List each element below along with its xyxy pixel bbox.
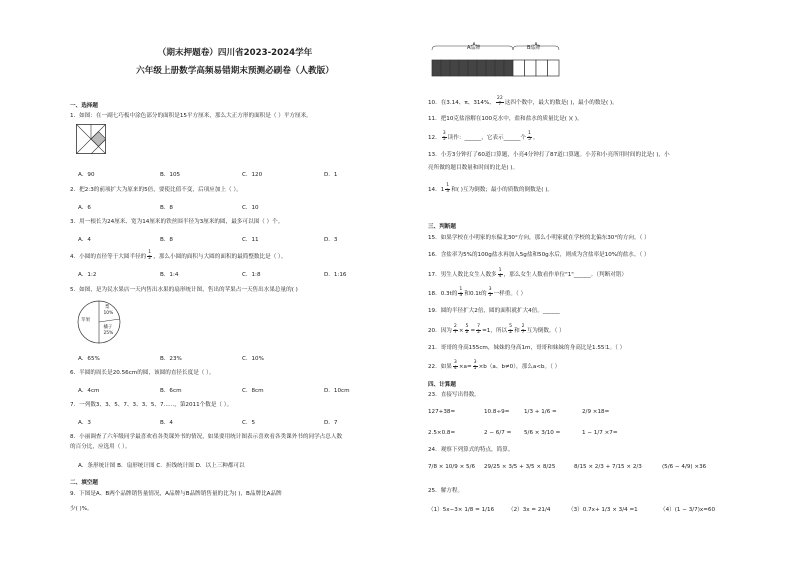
label-brand-b: B品牌	[527, 45, 541, 51]
option-a[interactable]: A．4	[78, 237, 91, 243]
question-20: 20．因为 $\frac{2}{7}$ × $\frac{5}{2}$ = $\frac{7}{2}$ =1，所以 $\frac{5}{2}$ 和 $\frac{2}{7}$ 互为倒数。（ ）	[428, 324, 565, 335]
option-b[interactable]: B．23%	[160, 356, 182, 362]
calc-item: 10.8÷9=	[484, 409, 510, 415]
question-9: 9．下图是A、B两个品牌销售量情况，A品牌与B品牌销售量的比为( )，B品牌比A品牌	[70, 491, 282, 497]
calc-item: 29/25 × 3/5 + 3/5 × 8/25	[484, 464, 556, 470]
question-8: 8．小丽调查了六年级同学最喜欢看各类课外书的情况，如果要用统计图表示喜欢看各类课外书的同学占总人数	[70, 434, 343, 440]
option-c[interactable]: C．1:8	[242, 272, 261, 278]
fraction: $\frac{1}{2}$	[148, 250, 152, 261]
option-c[interactable]: C．10%	[242, 356, 264, 362]
question-14: 14．1 $\frac{1}{3}$ 和( )互为倒数；最小的质数的倒数是( )。	[428, 183, 554, 194]
option-d[interactable]: D．1	[324, 172, 338, 178]
options-7	[78, 418, 406, 426]
calc-item: 8/15 × 2/3 + 7/15 × 2/3	[574, 464, 642, 470]
calc-item: 2 − 6/7 =	[484, 430, 512, 436]
option-a[interactable]: A．65%	[78, 356, 100, 362]
option-b[interactable]: B．1:4	[160, 272, 179, 278]
fruit-pie-figure	[76, 299, 122, 345]
question-15: 15．如果学校在小明家的东偏北30°方向，那么小明家就在学校的北偏东30°的方向。（ ）	[428, 235, 650, 241]
question-2: 2．把2:3的前项扩大为原来的5倍，要使比值不变，后项应加上（ ）。	[70, 187, 242, 193]
question-5: 5．如图，是为民水果店一天内售出水果的扇形统计图，售出的苹果占一天售出水果总量的( )	[70, 287, 298, 293]
option-a[interactable]: A．6	[78, 205, 91, 211]
question-21: 21．哥哥的身高155cm，妹妹的身高1m，哥哥和妹妹的身高比是1.55∶1。（ ）	[428, 345, 626, 351]
question-13: 13．小芳3分钟打了60道口算题，小亮4分钟打了87道口算题。小芳和小亮所用时间的比是( )，小	[428, 152, 670, 158]
option-c[interactable]: C．10	[242, 205, 259, 211]
question-13-cont: 亮所做的题目数量和时间的比是( )。	[428, 165, 519, 171]
question-8-cont: 的百分比，应选用（ ）。	[70, 444, 131, 450]
calc-item: 2/9 ×18=	[582, 409, 610, 415]
section-fill: 二、填空题	[70, 480, 98, 486]
fraction: $\frac{1}{3}$	[446, 183, 450, 194]
equation-item: （1）5x−3× 1/8 = 1/16	[428, 507, 495, 513]
brand-bar-figure	[431, 40, 561, 80]
section-judge: 三、判断题	[428, 224, 456, 230]
section-calc: 四、计算题	[428, 382, 456, 388]
fraction: $\frac{3}{5}$	[442, 131, 446, 142]
equation-item: （2）3x = 21/4	[508, 507, 551, 513]
question-6: 6．半圆的周长是20.56cm的圆，该圆的直径长度是（ ）。	[70, 370, 215, 376]
pie-label-pear-pct: 10%	[103, 311, 114, 316]
option-d[interactable]: D．3	[324, 237, 338, 243]
calc-item: (5/6 − 4/9) ×36	[662, 464, 707, 470]
fraction: $\frac{1}{3}$	[459, 287, 463, 298]
tangram-figure	[76, 124, 106, 154]
question-25: 25．解方程。	[428, 488, 464, 494]
calc-item: 2.5×0.8=	[428, 430, 456, 436]
calc-row-2	[428, 430, 632, 436]
option-b[interactable]: B．6cm	[160, 388, 182, 394]
pie-label-orange: 橘子	[103, 325, 113, 330]
question-9-cont: 少( )%。	[70, 506, 93, 512]
question-12: 12． $\frac{3}{5}$ 读作：______，它表示______个 $\frac{1}{5}$ 。	[428, 131, 539, 142]
fraction: $\frac{3}{5}$	[488, 287, 492, 298]
calc-item: 1 − 1/7 ×7=	[582, 430, 618, 436]
calc-item: 5/6 × 3/10 =	[524, 430, 561, 436]
calc-row-4	[428, 505, 738, 513]
page-title-line1: （期末押题卷）四川省2023-2024学年	[157, 48, 313, 58]
question-23: 23．直接写出得数。	[428, 392, 480, 398]
page-title-line2: 六年级上册数学高频易错期末预测必刷卷（人教版）	[136, 66, 334, 76]
calc-row-1	[428, 409, 632, 415]
question-10: 10．在3.14、π、314%、 $\frac{22}{7}$ 这四个数中，最大的数是( )，最小的数是( )。	[428, 96, 618, 107]
pie-label-pear: 梨	[105, 305, 110, 310]
question-17: 17．男生人数比女生人数多 $\frac{1}{4}$ ，那么女生人数看作单位"1"______。（判断对错）	[428, 268, 627, 279]
fraction: $\frac{1}{5}$	[527, 131, 531, 142]
section-choice: 一、选择题	[70, 103, 98, 109]
option-c[interactable]: C．8cm	[242, 388, 264, 394]
options-6	[78, 386, 406, 394]
option-a[interactable]: A．4cm	[78, 388, 100, 394]
option-d[interactable]: D．1:16	[324, 272, 347, 278]
option-c[interactable]: C．120	[242, 172, 263, 178]
pie-label-orange-pct: 25%	[103, 331, 114, 336]
option-a[interactable]: A．1:2	[78, 272, 97, 278]
pie-label-apple: 苹果	[81, 318, 91, 323]
option-d[interactable]: D．7	[324, 420, 338, 426]
question-19: 19．圆的半径扩大2倍，圆的面积就扩大4倍。______	[428, 308, 560, 314]
options-5	[78, 354, 324, 362]
label-brand-a: A品牌	[467, 45, 481, 51]
question-24: 24．观察下列算式的特点，简算。	[428, 447, 514, 453]
option-a[interactable]: A．3	[78, 420, 91, 426]
calc-item: 1/3 + 1/6 =	[524, 409, 557, 415]
fraction: $\frac{22}{7}$	[496, 96, 503, 107]
options-3	[78, 235, 406, 243]
options-1	[78, 170, 406, 178]
question-3: 3．用一根长为24厘米、宽为14厘米的铁丝围半径为3厘米的圆，最多可以围（ ）个。	[70, 219, 284, 225]
question-22: 22．如果 $\frac{3}{4}$ ×a= $\frac{3}{5}$ ×b（a、b≠0），那么a<b。（ ）	[428, 360, 561, 371]
calc-item: 127+38=	[428, 409, 456, 415]
option-b[interactable]: B．105	[160, 172, 181, 178]
equation-item: （4）(1 − 3/7)x=60	[660, 507, 716, 513]
question-18: 18．0.3t的 $\frac{1}{3}$ 和0.1t的 $\frac{3}{5}$ 一样重。（ ）	[428, 287, 527, 298]
question-11: 11．把10克盐溶解在100克水中，盐和盐水的质量比是( )( )。	[428, 116, 583, 122]
options-4	[78, 270, 406, 278]
fraction: $\frac{1}{4}$	[498, 268, 502, 279]
question-1: 1．如图：在一副七巧板中涂色部分的面积是15平方厘米，那么大正方形的面积是（ ）平方厘米。	[70, 113, 312, 119]
equation-item: （3）0.7x+ 1/3 × 3/4 =1	[568, 507, 638, 513]
question-4: 4．小圆的直径等于大圆半径的 $\frac{1}{2}$ ，那么小圆的面积与大圆的面积的最简整数比是（ ）。	[70, 250, 287, 261]
question-16: 16．含盐率为5%的100g盐水再加入5g盐和50g水后，则成为含盐率是10%的盐水。（ ）	[428, 252, 650, 258]
calc-item: 7/8 × 10/9 × 5/6	[428, 464, 476, 470]
option-b[interactable]: B．4	[160, 420, 173, 426]
option-c[interactable]: C．5	[242, 420, 256, 426]
options-8[interactable]: A．条形统计图 B．扇形统计图 C．折线统计图 D．以上三种都可以	[78, 463, 245, 469]
option-a[interactable]: A．90	[78, 172, 95, 178]
question-7: 7．一列数3、3、5、7、3、3、5、7......，第2011个数是（ ）。	[70, 402, 233, 408]
option-c[interactable]: C．11	[242, 237, 259, 243]
option-b[interactable]: B．8	[160, 205, 173, 211]
option-d[interactable]: D．10cm	[324, 388, 350, 394]
calc-row-3	[428, 464, 720, 470]
option-b[interactable]: B．8	[160, 237, 173, 243]
options-2	[78, 203, 324, 211]
